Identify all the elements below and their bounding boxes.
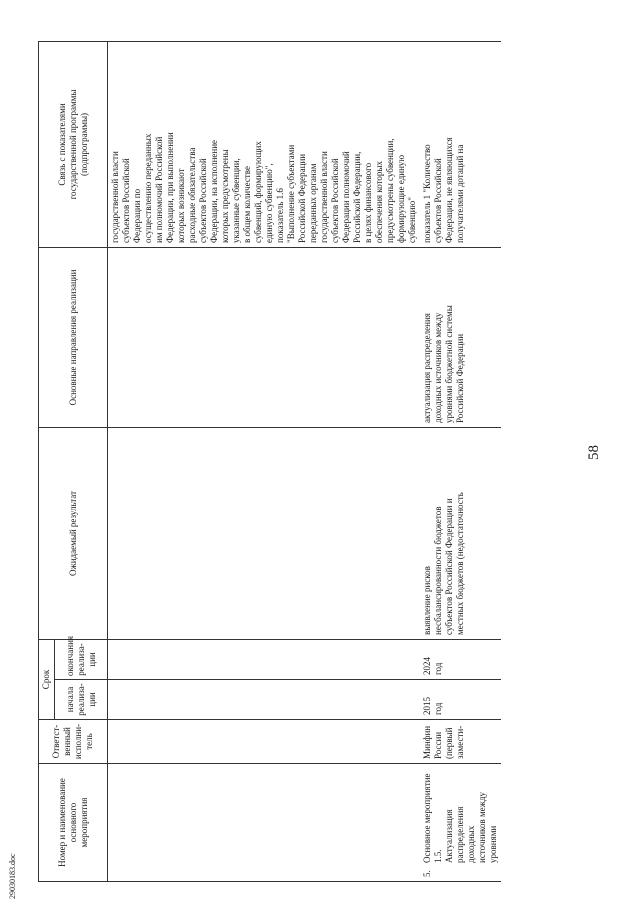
row-number: 5. — [422, 870, 432, 877]
header-responsible: Ответст- венный исполни- тель — [39, 720, 108, 764]
cell-end: 2024 год — [420, 639, 501, 679]
table-row-5 — [420, 41, 501, 881]
table-row-continuation — [108, 41, 421, 881]
cell-responsible: Минфин России (первый замести- — [420, 720, 501, 764]
page-number: 58 — [586, 445, 602, 460]
header-indicators: Связь с показателями государственной программы (подпрограммы) — [39, 41, 108, 247]
cell-indicators: показатель 1 "Количество субъектов Российской Федерации, не являющихся получателями дотаций на — [420, 41, 501, 247]
cell-expected-result: выявление рисков несбалансированности бюджетов субъектов Российской Федерации и местных бюджетов (недостаточность — [420, 427, 501, 639]
cell-indicators-continuation: государственной власти субъектов Российской Федерации по осуществлению переданных им полномочий Российской Федерации, при выполнении которых возникают расходные обязательства субъектов Российской Федерации, на исполнение которых предусмотрены указанные субвенции, в общем количестве субвенций, формирующих единую субвенцию", показатель 1.6 "Выполнение субъектами Российской Федерации переданных органам государственной власти субъектов Российской Федерации полномочий Российской Федерации, в целях финансового обеспечения которых предусмотрены субвенции, формирующие единую субвенцию" — [108, 41, 421, 247]
header-row — [39, 41, 55, 881]
cell-start: 2015 год — [420, 680, 501, 720]
header-term-end: окончания реализа- ции — [55, 639, 108, 679]
header-main-directions: Основные направления реализации — [39, 247, 108, 427]
cell-main-directions: актуализация распределения доходных источников между уровнями бюджетной системы Российской Федерации — [420, 247, 501, 427]
cell-number-name — [420, 764, 501, 882]
events-table — [38, 41, 501, 882]
header-expected-result: Ожидаемый результат — [39, 427, 108, 639]
header-term-start: начала реализа- ции — [55, 680, 108, 720]
header-number-name: Номер и наименование основного мероприятия — [39, 764, 108, 882]
file-name: 29030183.doc — [8, 853, 17, 899]
header-term: Срок — [39, 639, 55, 719]
row-name: Основное мероприятие 1.5. Актуализация распределения доходных источников между уровнями — [422, 773, 498, 863]
